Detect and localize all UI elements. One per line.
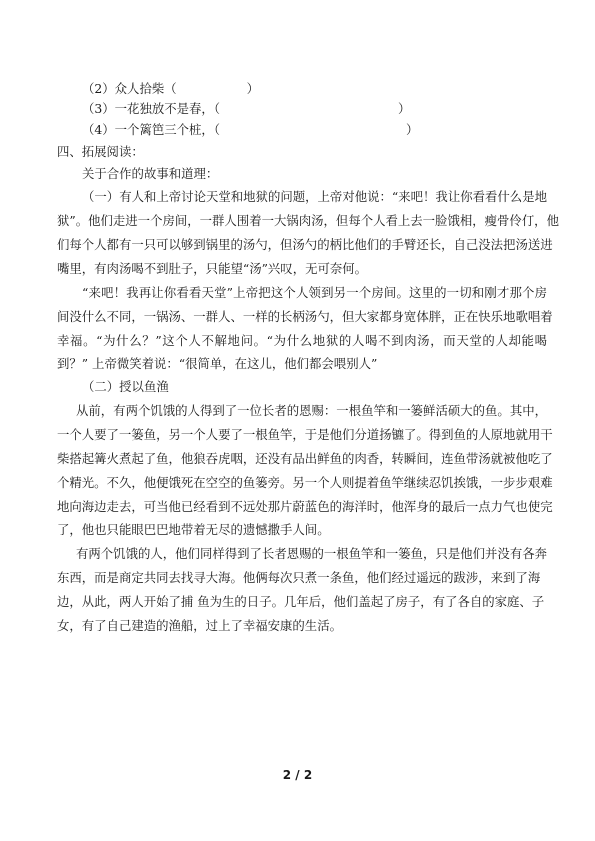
story2-line: 边，从此，两人开始了捕 鱼为生的日子。几年后，他们盖起了房子，有了各自的家庭、子: [57, 594, 545, 609]
story2-line: 柴搭起篝火煮起了鱼，他狼吞虎咽，还没有品出鲜鱼的肉香，转瞬间，连鱼带汤就被他吃了: [57, 451, 553, 466]
intro-line: 关于合作的故事和道理：: [82, 166, 219, 181]
story2-line: 了，他也只能眼巴巴地带着无尽的遗憾撒手人间。: [57, 522, 330, 537]
story2-line: 东西，而是商定共同去找寻大海。他俩每次只煮一条鱼，他们经过遥远的跋涉，来到了海: [57, 570, 541, 585]
story1-line: 们每个人都有一只可以够到锅里的汤勺，但汤勺的柄比他们的手臂还长，自己没法把汤送进: [57, 237, 553, 252]
story2-line: 个精光。不久，他便饿死在空空的鱼篓旁。另一个人则提着鱼竿继续忍饥挨饿，一步步艰难: [57, 475, 553, 490]
story1-line: 到？” 上帝微笑着说：“很简单，在这儿，他们都会喂别人”: [57, 356, 378, 371]
story2-line: 有两个饥饿的人，他们同样得到了长者恩赐的一根鱼竿和一篓鱼，只是他们并没有各奔: [76, 546, 547, 561]
exercise-item-2: （2）众人拾柴（ ）: [82, 81, 260, 96]
exercise-item-3: （3）一花独放不是春，（ ）: [82, 101, 411, 116]
story1-line: “来吧！我再让你看看天堂”上帝把这个人领到另一个房间。这里的一切和刚才那个房: [82, 285, 547, 300]
exercise-item-4: （4）一个篱笆三个桩，（ ）: [82, 122, 419, 137]
section-heading: 四、拓展阅读：: [57, 144, 144, 159]
story2-line: 从前，有两个饥饿的人得到了一位长者的恩赐：一根鱼竿和一篓鲜活硕大的鱼。其中，: [76, 403, 547, 418]
story1-line: 狱”。他们走进一个房间，一群人围着一大锅肉汤，但每个人看上去一脸饿相，瘦骨伶仃，他: [57, 213, 559, 228]
story1-line: 间没什么不同，一锅汤、一群人、一样的长柄汤勺，但大家都身宽体胖，正在快乐地歌唱着: [57, 309, 553, 324]
story2-title: （二）授以鱼渔: [82, 379, 169, 394]
story1-line: 幸福。“为什么？”这个人不解地问。“为什么地狱的人喝不到肉汤，而天堂的人却能喝: [57, 333, 547, 348]
story2-line: 一个人要了一篓鱼，另一个人要了一根鱼竿，于是他们分道扬镳了。得到鱼的人原地就用干: [57, 427, 553, 442]
story2-line: 地向海边走去，可当他已经看到不远处那片蔚蓝色的海洋时，他浑身的最后一点力气也使完: [57, 499, 553, 514]
story2-line: 女，有了自己建造的渔船，过上了幸福安康的生活。: [57, 618, 342, 633]
story1-line: 嘴里，有肉汤喝不到肚子，只能望“汤”兴叹，无可奈何。: [57, 261, 368, 276]
story1-line: （一）有人和上帝讨论天堂和地狱的问题，上帝对他说：“来吧！我让你看看什么是地: [82, 189, 547, 204]
page-number: 2 / 2: [282, 768, 313, 782]
